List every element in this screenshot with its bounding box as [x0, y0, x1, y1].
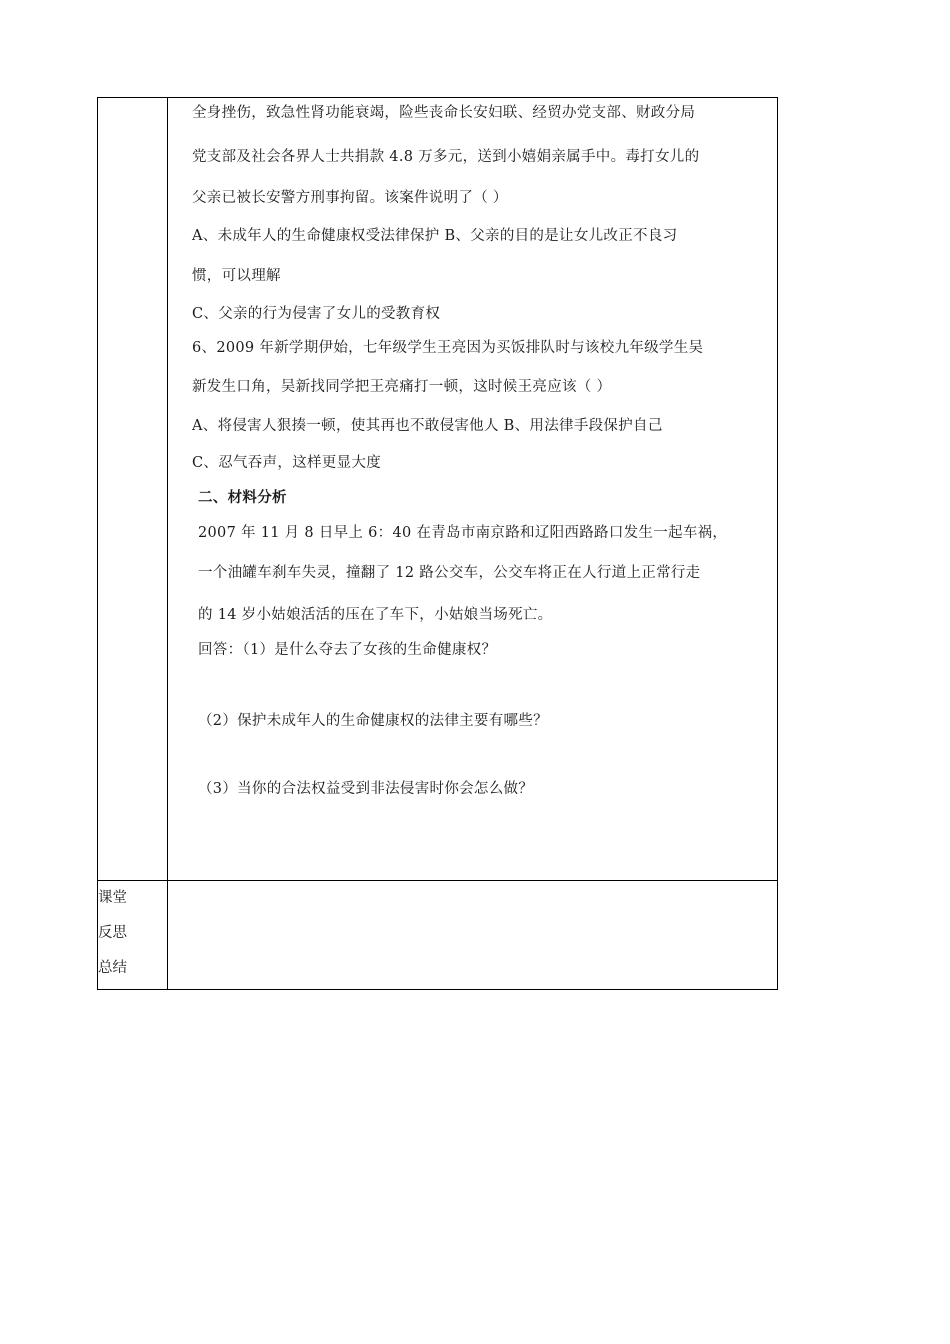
text-line: 党支部及社会各界人士共捐款 4.8 万多元，送到小嬉娟亲属手中。毒打女儿的 — [192, 149, 700, 165]
text-line: 新发生口角，吴新找同学把王亮痛打一顿，这时候王亮应该（ ） — [192, 379, 612, 395]
question-1: 回答：（1）是什么夺去了女孩的生命健康权？ — [198, 642, 497, 658]
lesson-table — [97, 97, 778, 990]
text-line: 父亲已被长安警方刑事拘留。该案件说明了（ ） — [192, 190, 508, 206]
question-2: （2）保护未成年人的生命健康权的法律主要有哪些？ — [198, 713, 548, 729]
reflection-label-line: 课堂 — [98, 890, 127, 906]
option-a-line: A、将侵害人狠揍一顿，使其再也不敢侵害他人 B、用法律手段保护自己 — [192, 418, 663, 434]
reflection-answer-area[interactable] — [168, 881, 778, 990]
section-heading: 二、材料分析 — [198, 490, 287, 506]
option-a-line: A、未成年人的生命健康权受法律保护 B、父亲的目的是让女儿改正不良习 — [192, 228, 678, 244]
reflection-label — [98, 881, 168, 990]
text-line: 全身挫伤，致急性肾功能衰竭，险些丧命长安妇联、经贸办党支部、财政分局 — [192, 105, 696, 121]
question-3: （3）当你的合法权益受到非法侵害时你会怎么做？ — [198, 781, 534, 797]
reflection-label-line: 总结 — [98, 960, 127, 976]
option-c-line: C、父亲的行为侵害了女儿的受教育权 — [192, 306, 441, 322]
reflection-label-line: 反思 — [98, 925, 127, 941]
label-cell — [98, 98, 168, 881]
material-line: 2007 年 11 月 8 日早上 6：40 在青岛市南京路和辽阳西路路口发生一起车祸， — [198, 525, 728, 541]
material-line: 的 14 岁小姑娘活活的压在了车下，小姑娘当场死亡。 — [198, 607, 553, 623]
content-cell — [168, 98, 778, 881]
question-6-line: 6、2009 年新学期伊始，七年级学生王亮因为买饭排队时与该校九年级学生吴 — [192, 340, 704, 356]
option-c-line: C、忍气吞声，这样更显大度 — [192, 455, 381, 471]
content-row — [98, 98, 778, 881]
material-line: 一个油罐车刹车失灵，撞翻了 12 路公交车，公交车将正在人行道上正常行走 — [198, 565, 701, 581]
text-line: 惯，可以理解 — [192, 268, 281, 284]
reflection-row — [98, 881, 778, 990]
